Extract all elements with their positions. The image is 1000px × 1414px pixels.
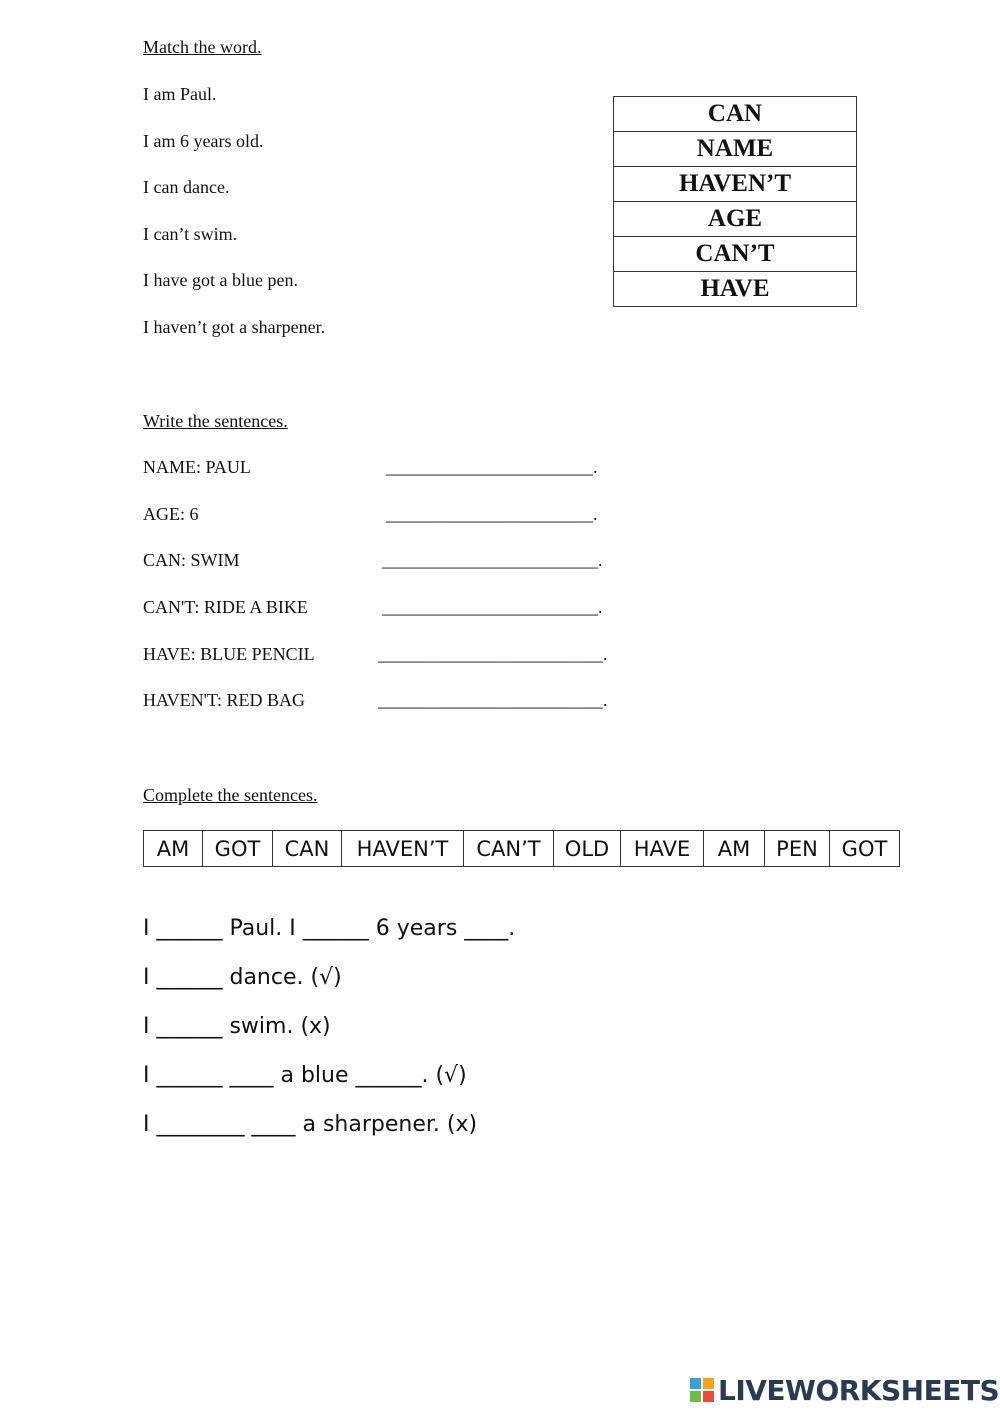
logo-square bbox=[690, 1378, 701, 1389]
write-label: HAVEN'T: RED BAG bbox=[143, 690, 306, 710]
match-sentence: I am Paul. bbox=[143, 84, 217, 104]
logo-square bbox=[690, 1391, 701, 1402]
write-answer-line[interactable]: _______________________. bbox=[386, 457, 598, 477]
word-bank-item[interactable]: HAVE bbox=[621, 831, 704, 866]
match-word[interactable]: CAN’T bbox=[614, 237, 857, 272]
write-label: AGE: 6 bbox=[143, 504, 199, 524]
write-answer-line[interactable]: _________________________. bbox=[378, 644, 608, 664]
word-bank-item[interactable]: OLD bbox=[554, 831, 621, 866]
logo-mark-icon bbox=[690, 1378, 714, 1402]
word-bank-item[interactable]: HAVEN’T bbox=[342, 831, 464, 866]
logo-square bbox=[703, 1391, 714, 1402]
word-bank-item[interactable]: GOT bbox=[203, 831, 273, 866]
write-answer-line[interactable]: _______________________. bbox=[386, 504, 598, 524]
complete-sentence[interactable]: I ________ ____ a sharpener. (x) bbox=[143, 1112, 478, 1137]
write-answer-line[interactable]: ________________________. bbox=[382, 597, 603, 617]
write-label: NAME: PAUL bbox=[143, 457, 251, 477]
match-word[interactable]: AGE bbox=[614, 202, 857, 237]
match-sentence: I can’t swim. bbox=[143, 224, 238, 244]
match-heading: Match the word. bbox=[143, 37, 262, 57]
word-bank-item[interactable]: AM bbox=[144, 831, 203, 866]
write-label: CAN: SWIM bbox=[143, 550, 240, 570]
word-bank-item[interactable]: CAN bbox=[273, 831, 342, 866]
write-answer-line[interactable]: ________________________. bbox=[382, 550, 603, 570]
write-label: CAN'T: RIDE A BIKE bbox=[143, 597, 308, 617]
write-answer-line[interactable]: _________________________. bbox=[378, 690, 608, 710]
word-bank-item[interactable]: GOT bbox=[841, 836, 888, 861]
write-label: HAVE: BLUE PENCIL bbox=[143, 644, 315, 664]
match-sentence: I can dance. bbox=[143, 177, 230, 197]
liveworksheets-logo bbox=[690, 1373, 999, 1407]
complete-sentence[interactable]: I ______ ____ a blue ______. (√) bbox=[143, 1063, 467, 1088]
match-word-table bbox=[613, 96, 857, 307]
complete-heading: Complete the sentences. bbox=[143, 785, 318, 805]
word-bank bbox=[143, 830, 900, 867]
match-sentence: I have got a blue pen. bbox=[143, 270, 298, 290]
match-word[interactable]: HAVEN’T bbox=[614, 167, 857, 202]
write-heading: Write the sentences. bbox=[143, 411, 288, 431]
complete-sentence[interactable]: I ______ Paul. I ______ 6 years ____. bbox=[143, 916, 516, 941]
match-word[interactable]: HAVE bbox=[614, 272, 857, 307]
match-sentence: I haven’t got a sharpener. bbox=[143, 317, 326, 337]
match-sentence: I am 6 years old. bbox=[143, 131, 264, 151]
word-bank-item[interactable]: AM bbox=[704, 831, 765, 866]
complete-sentence[interactable]: I ______ dance. (√) bbox=[143, 965, 342, 990]
complete-sentence[interactable]: I ______ swim. (x) bbox=[143, 1014, 331, 1039]
logo-square bbox=[703, 1378, 714, 1389]
logo-text: LIVEWORKSHEETS bbox=[718, 1373, 1000, 1407]
word-bank-item[interactable]: PEN bbox=[765, 831, 830, 866]
match-word[interactable]: NAME bbox=[614, 132, 857, 167]
word-bank-item[interactable]: CAN’T bbox=[464, 831, 554, 866]
match-word[interactable]: CAN bbox=[614, 97, 857, 132]
